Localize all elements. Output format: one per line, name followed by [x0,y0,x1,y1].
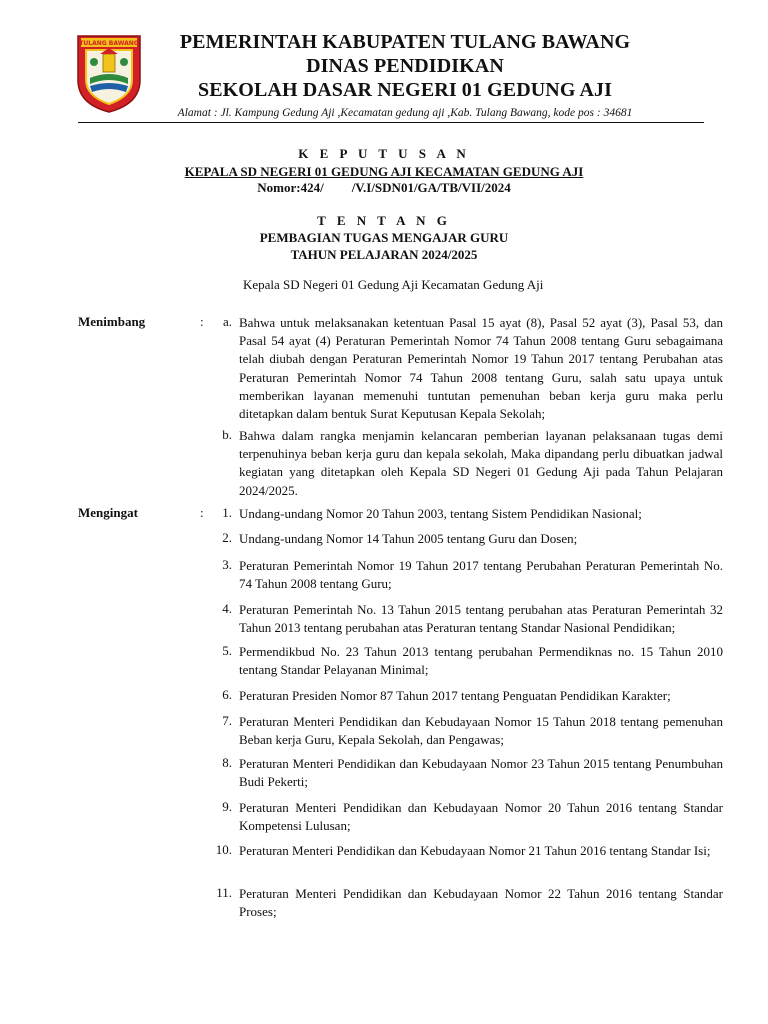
section-colon: : [200,314,204,329]
letterhead-school: SEKOLAH DASAR NEGERI 01 GEDUNG AJI [197,79,613,101]
list-marker: 4. [222,601,232,616]
decree-intro: Kepala SD Negeri 01 Gedung Aji Kecamatan Gedung Aji [243,277,544,292]
list-item: Permendikbud No. 23 Tahun 2013 tentang perubahan Permendiknas no. 15 Tahun 2010 tentang Standar Pelayanan Minimal; [239,644,723,678]
section-label-menimbang: Menimbang [78,314,146,329]
letterhead-divider [78,122,704,123]
list-item: Undang-undang Nomor 14 Tahun 2005 tentang Guru dan Dosen; [239,531,578,546]
section-colon: : [200,505,204,520]
list-item: Peraturan Presiden Nomor 87 Tahun 2017 tentang Penguatan Pendidikan Karakter; [239,688,671,703]
logo-text: TULANG BAWANG [79,40,139,47]
list-marker: 10. [215,842,232,857]
list-marker: 1. [222,505,232,520]
letterhead-government: PEMERINTAH KABUPATEN TULANG BAWANG [179,31,631,53]
list-marker: 3. [222,557,232,572]
list-item: Bahwa untuk melaksanakan ketentuan Pasal 15 ayat (8), Pasal 52 ayat (3), Pasal 53, dan Pasal 54 ayat (4) Peraturan Pemerintah Nomor 74 Tahun 2008 tentang Guru sebagaimana telah diubah dengan Peraturan Pemerintah Nomor 19 Tahun 2017 tentang Perubahan atas Peraturan Pemerintah Nomor 74 Tahun 2008 tentang Guru, salah satu upaya untuk memberikan layanan memenuhi tuntutan pemenuhan beban kerja guru maka perlu ditetapkan dalam bentuk Surat Keputusan Kepala Sekolah; [239,315,723,422]
list-item: Peraturan Menteri Pendidikan dan Kebudayaan Nomor 20 Tahun 2016 tentang Standar Kompetensi Lulusan; [239,800,723,834]
decree-subject-line1: PEMBAGIAN TUGAS MENGAJAR GURU [259,230,509,245]
list-item: Peraturan Pemerintah Nomor 19 Tahun 2017 tentang Perubahan Peraturan Pemerintah No. 74 Tahun 2008 tentang Guru; [239,558,723,592]
decree-number-code: /V.I/SDN01/GA/TB/VII/2024 [351,180,511,195]
list-item: Peraturan Menteri Pendidikan dan Kebudayaan Nomor 22 Tahun 2016 tentang Standar Proses; [239,886,723,920]
list-item: Peraturan Menteri Pendidikan dan Kebudayaan Nomor 15 Tahun 2018 tentang pemenuhan Beban kerja Guru, Kepala Sekolah, dan Pengawas; [239,714,723,748]
list-item: Undang-undang Nomor 20 Tahun 2003, tentang Sistem Pendidikan Nasional; [239,506,642,521]
list-item: Peraturan Menteri Pendidikan dan Kebudayaan Nomor 23 Tahun 2015 tentang Penumbuhan Budi Pekerti; [239,756,723,790]
letterhead-department: DINAS PENDIDIKAN [306,55,504,77]
decree-subject-line2: TAHUN PELAJARAN 2024/2025 [290,247,478,262]
list-marker: 2. [222,530,232,545]
regency-crest-logo [76,34,142,114]
section-label-mengingat: Mengingat [78,505,138,520]
list-marker: b. [222,427,232,442]
list-marker: 6. [222,687,232,702]
list-marker: 8. [222,755,232,770]
list-marker: a. [222,314,232,329]
list-item: Peraturan Pemerintah No. 13 Tahun 2015 tentang perubahan atas Peraturan Pemerintah 32 Tahun 2013 tentang perubahan atas Peraturan tentang Standar Nasional Pendidikan; [239,602,723,636]
decree-number-label: Nomor:424/ [257,180,324,195]
list-marker: 11. [216,885,232,900]
about-heading: T E N T A N G [317,213,451,228]
list-marker: 9. [222,799,232,814]
letterhead [150,30,660,119]
decree-issuer: KEPALA SD NEGERI 01 GEDUNG AJI KECAMATAN GEDUNG AJI [184,164,584,179]
list-marker: 7. [222,713,232,728]
letterhead-address: Alamat : Jl. Kampung Gedung Aji ,Kecamatan gedung aji ,Kab. Tulang Bawang, kode pos : 34681 [177,107,633,119]
list-marker: 5. [222,643,232,658]
decree-number [0,180,768,196]
list-item: Bahwa dalam rangka menjamin kelancaran pemberian layanan pelaksanaan tugas demi terpenuhinya beban kerja guru dan kepala sekolah, Maka dipandang perlu dibuatkan jadwal kegiatan yang ditetapkan oleh Kepala SD Negeri 01 Gedung Aji pada Tahun Pelajaran 2024/2025. [239,428,723,498]
list-item: Peraturan Menteri Pendidikan dan Kebudayaan Nomor 21 Tahun 2016 tentang Standar Isi; [239,843,711,858]
decree-heading: K E P U T U S A N [298,146,470,161]
